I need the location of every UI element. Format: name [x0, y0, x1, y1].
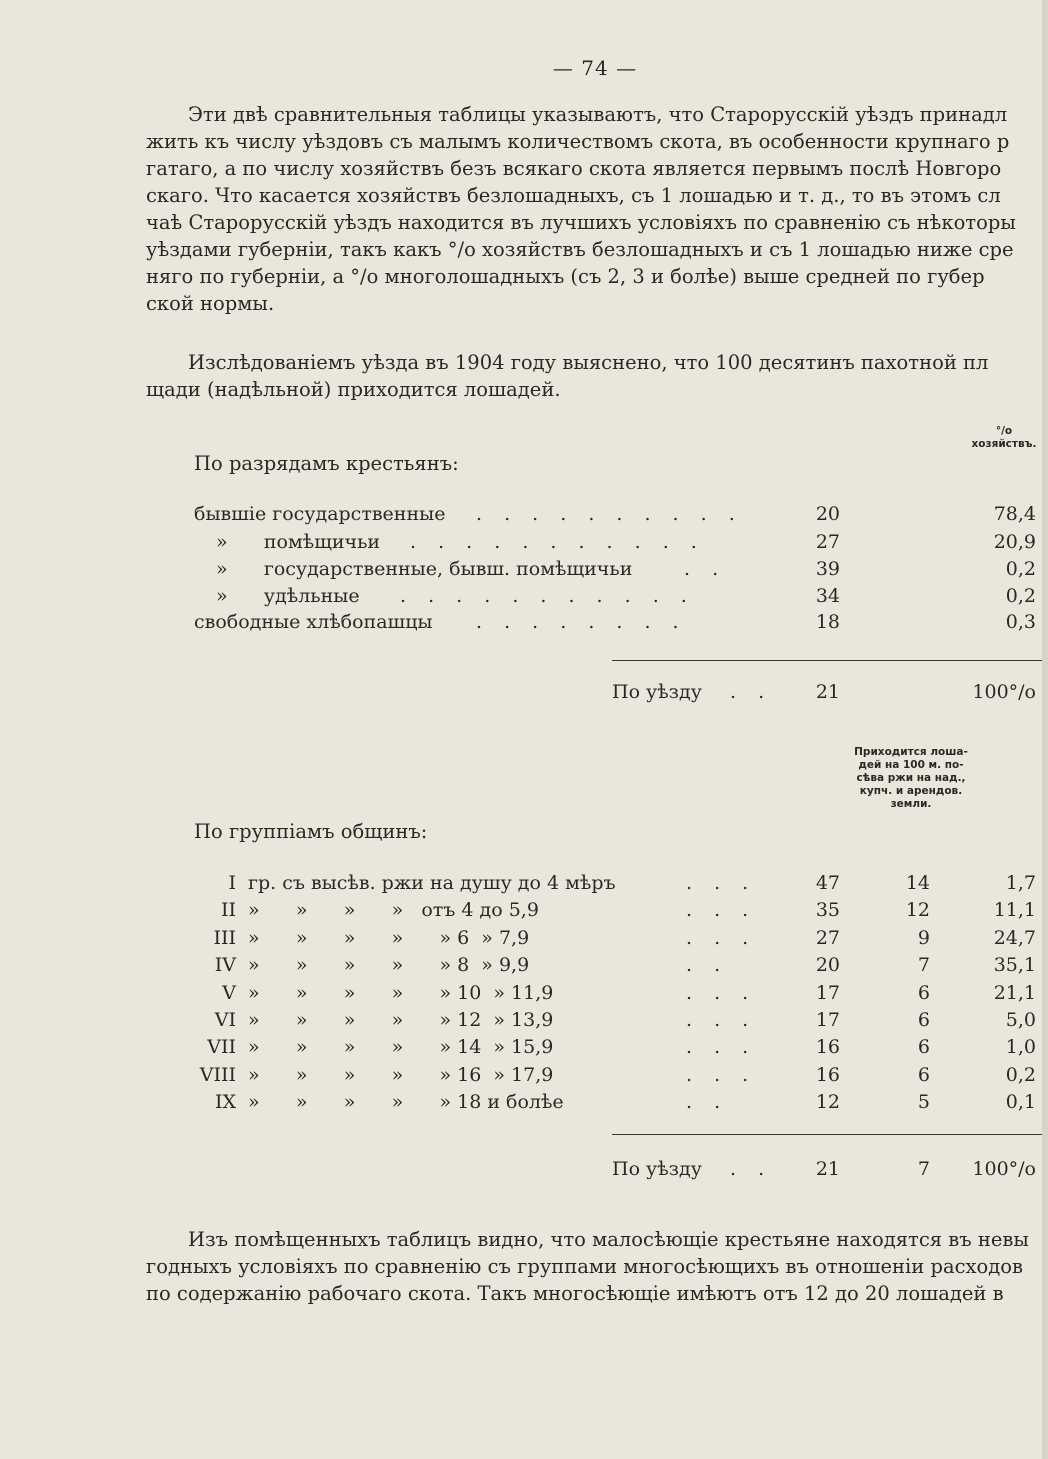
- row-pct: 0,3: [1005, 611, 1036, 633]
- row-dots: . . .: [686, 1009, 757, 1031]
- row-horses: 17: [815, 981, 840, 1004]
- table-row: [0, 503, 1048, 530]
- row-text: » » » » » 14 » 15,9: [248, 1036, 554, 1059]
- table-row: [0, 1064, 1048, 1091]
- col-header-line: °/o: [995, 425, 1013, 437]
- text-line: няго по губерніи, а °/o многолошадныхъ (съ 2, 3 и болѣе) выше средней по губер: [146, 265, 985, 288]
- table2-col-header: [836, 746, 986, 811]
- row-dots: . . . . . . . . . . .: [400, 585, 695, 607]
- row-label: бывшіе государственные: [194, 503, 446, 525]
- row-label: » удѣльные: [216, 585, 360, 607]
- row-pct: 1,0: [1005, 1036, 1036, 1059]
- table-row: [0, 982, 1048, 1009]
- mid-paragraph: [146, 349, 1040, 403]
- table-row: [0, 585, 1048, 612]
- table1-total-rule: [612, 660, 1042, 661]
- row-horses: 20: [815, 954, 840, 977]
- total-horses: 21: [815, 681, 840, 703]
- row-text: » » » » » 6 » 7,9: [248, 926, 530, 949]
- table-row: [0, 611, 1048, 638]
- row-pct: 1,7: [1005, 872, 1036, 894]
- text-line: жить къ числу уѣздовъ съ малымъ количествомъ скота, въ особенности крупнаго р: [146, 130, 1010, 153]
- total-per-sowing: 7: [917, 1158, 930, 1180]
- total-pct: 100°/o: [972, 681, 1036, 703]
- table-row: [0, 1036, 1048, 1063]
- table-row: [0, 927, 1048, 954]
- row-pct: 11,1: [993, 899, 1036, 922]
- table-row: [0, 558, 1048, 585]
- row-dots: . . .: [686, 1036, 757, 1059]
- row-pct: 24,7: [993, 926, 1036, 949]
- row-dots: . . .: [686, 1063, 757, 1086]
- row-group: VI: [214, 1009, 236, 1031]
- row-label: » помѣщичьи: [216, 531, 381, 553]
- text-line: гатаго, а по числу хозяйствъ безъ всякаго скота является первымъ послѣ Новгоро: [146, 157, 1002, 180]
- text-line: Эти двѣ сравнительныя таблицы указываютъ, что Старорусскій уѣздъ принадл: [188, 103, 1008, 126]
- total-dots: . .: [730, 681, 773, 703]
- row-horses: 17: [815, 1009, 840, 1031]
- row-group: IX: [214, 1091, 236, 1114]
- table-row: [0, 531, 1048, 558]
- col-header-line: сѣва ржи на над.,: [856, 772, 966, 784]
- total-label: По уѣзду: [612, 1158, 702, 1180]
- table2-total-rule: [612, 1134, 1042, 1135]
- row-label: » государственные, бывш. помѣщичьи: [216, 558, 633, 580]
- row-horses: 47: [815, 872, 840, 894]
- row-group: VIII: [199, 1063, 236, 1086]
- col-header-line: Приходится лоша-: [854, 746, 968, 758]
- row-horses: 20: [815, 503, 840, 525]
- text-line: ской нормы.: [146, 292, 275, 315]
- row-per-sowing: 6: [917, 1009, 930, 1031]
- row-per-sowing: 6: [917, 1036, 930, 1059]
- row-horses: 34: [815, 585, 840, 607]
- row-dots: . . . . . . . .: [476, 611, 687, 633]
- total-dots: . .: [730, 1158, 773, 1180]
- total-pct: 100°/o: [972, 1158, 1036, 1180]
- text-line: по содержанію рабочаго скота. Такъ многосѣющіе имѣютъ отъ 12 до 20 лошадей в: [146, 1282, 1004, 1305]
- row-group: III: [213, 926, 236, 949]
- col-header-line: дей на 100 м. по-: [858, 759, 964, 771]
- row-dots: . . . . . . . . . .: [476, 503, 743, 525]
- row-text: » » » » » 12 » 13,9: [248, 1009, 554, 1031]
- row-per-sowing: 7: [917, 954, 930, 977]
- row-horses: 39: [815, 558, 840, 580]
- row-text: гр. съ высѣв. ржи на душу до 4 мѣръ: [248, 872, 616, 894]
- row-pct: 35,1: [993, 954, 1036, 977]
- table-row: [0, 1009, 1048, 1036]
- row-horses: 12: [815, 1091, 840, 1114]
- row-group: VII: [207, 1036, 236, 1059]
- table1-col-header: [966, 425, 1042, 451]
- row-dots: . . .: [686, 926, 757, 949]
- row-label: свободные хлѣбопашцы: [194, 611, 433, 633]
- row-per-sowing: 6: [917, 981, 930, 1004]
- table2-heading: По группіамъ общинъ:: [194, 820, 428, 843]
- row-pct: 21,1: [993, 981, 1036, 1004]
- col-header-line: купч. и арендов.: [859, 785, 963, 797]
- text-line: чаѣ Старорусскій уѣздъ находится въ лучшихъ условіяхъ по сравненію съ нѣкоторы: [146, 211, 1016, 234]
- row-dots: . . . . . . . . . . .: [410, 531, 705, 553]
- row-dots: . . .: [686, 872, 757, 894]
- row-per-sowing: 12: [905, 899, 930, 922]
- row-group: V: [222, 981, 236, 1004]
- row-pct: 0,2: [1005, 558, 1036, 580]
- row-text: » » » » отъ 4 до 5,9: [248, 899, 539, 922]
- row-horses: 27: [815, 926, 840, 949]
- text-line: годныхъ условіяхъ по сравненію съ группами многосѣющихъ въ отношеніи расходов: [146, 1255, 1023, 1278]
- page-edge-shadow: [1042, 0, 1048, 1459]
- row-horses: 35: [815, 899, 840, 922]
- row-group: IV: [214, 954, 236, 977]
- intro-paragraph: [146, 101, 1040, 317]
- row-per-sowing: 5: [917, 1091, 930, 1114]
- row-pct: 78,4: [993, 503, 1036, 525]
- text-line: щади (надѣльной) приходится лошадей.: [146, 378, 561, 401]
- row-horses: 27: [815, 531, 840, 553]
- row-text: » » » » » 10 » 11,9: [248, 981, 554, 1004]
- row-pct: 0,2: [1005, 1063, 1036, 1086]
- row-dots: . . .: [686, 981, 757, 1004]
- row-text: » » » » » 18 и болѣе: [248, 1091, 564, 1114]
- total-label: По уѣзду: [612, 681, 702, 703]
- row-group: II: [220, 899, 236, 922]
- table-row: [0, 872, 1048, 899]
- row-text: » » » » » 8 » 9,9: [248, 954, 530, 977]
- row-dots: . . .: [686, 899, 757, 922]
- text-line: уѣздами губерніи, такъ какъ °/o хозяйствъ безлошадныхъ и съ 1 лошадью ниже сре: [146, 238, 1014, 261]
- row-pct: 5,0: [1005, 1009, 1036, 1031]
- page-number: — 74 —: [552, 56, 638, 80]
- total-horses: 21: [815, 1158, 840, 1180]
- table-row: [0, 899, 1048, 926]
- table-total-row: [0, 1158, 1048, 1185]
- text-line: скаго. Что касается хозяйствъ безлошадныхъ, съ 1 лошадью и т. д., то въ этомъ сл: [146, 184, 1001, 207]
- table-row: [0, 1091, 1048, 1118]
- row-text: » » » » » 16 » 17,9: [248, 1063, 554, 1086]
- row-dots: . .: [686, 954, 729, 977]
- table-total-row: [0, 681, 1048, 708]
- outro-paragraph: [146, 1226, 1040, 1307]
- row-group: I: [228, 872, 236, 894]
- table1-heading: По разрядамъ крестьянъ:: [194, 452, 459, 475]
- row-dots: . .: [684, 558, 727, 580]
- row-per-sowing: 9: [917, 926, 930, 949]
- row-horses: 16: [815, 1036, 840, 1059]
- row-horses: 16: [815, 1063, 840, 1086]
- col-header-line: земли.: [890, 798, 932, 810]
- col-header-line: хозяйствъ.: [971, 438, 1037, 450]
- row-pct: 0,2: [1005, 585, 1036, 607]
- row-per-sowing: 14: [905, 872, 930, 894]
- table-row: [0, 954, 1048, 981]
- text-line: Изъ помѣщенныхъ таблицъ видно, что малосѣющіе крестьяне находятся въ невы: [188, 1228, 1029, 1251]
- text-line: Изслѣдованіемъ уѣзда въ 1904 году выяснено, что 100 десятинъ пахотной пл: [188, 351, 989, 374]
- row-pct: 0,1: [1005, 1091, 1036, 1114]
- row-dots: . .: [686, 1091, 729, 1114]
- row-pct: 20,9: [993, 531, 1036, 553]
- row-horses: 18: [815, 611, 840, 633]
- row-per-sowing: 6: [917, 1063, 930, 1086]
